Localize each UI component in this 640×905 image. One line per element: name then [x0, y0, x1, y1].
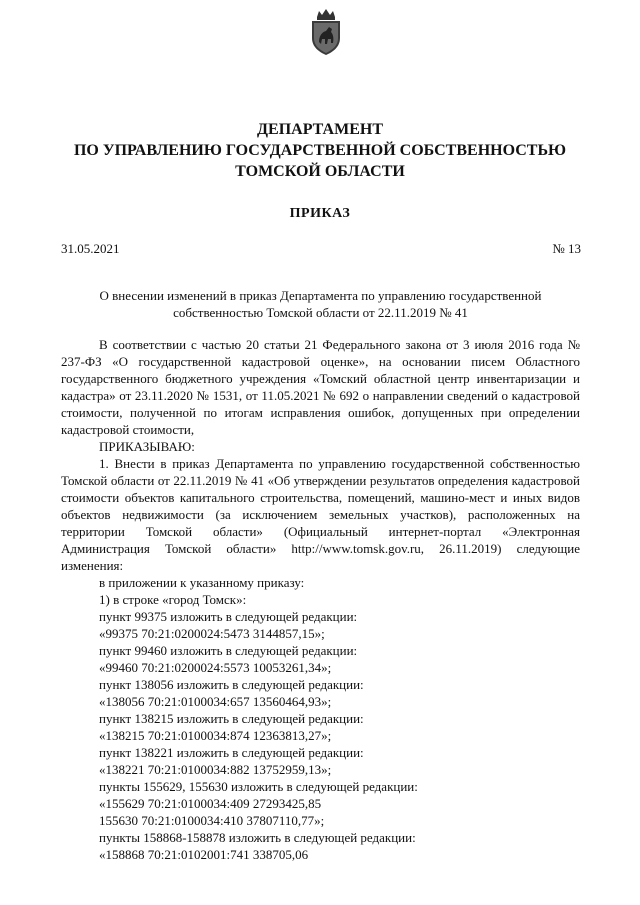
header-line-1: ДЕПАРТАМЕНТ: [257, 121, 383, 138]
annex-line: в приложении к указанному приказу:: [99, 575, 305, 590]
header-line-3: ТОМСКОЙ ОБЛАСТИ: [235, 163, 405, 180]
document-type-title: ПРИКАЗ: [289, 206, 351, 221]
text-line: «138056 70:21:0100034:657 13560464,93»;: [99, 694, 332, 709]
department-header: [0, 119, 640, 182]
order-number: № 13: [552, 241, 581, 256]
sub-item-1: 1) в строке «город Томск»:: [99, 592, 247, 607]
text-line: пункты 155629, 155630 изложить в следующей редакции:: [99, 779, 418, 794]
text-line: «138215 70:21:0100034:874 12363813,27»;: [99, 728, 332, 743]
order-word: ПРИКАЗЫВАЮ:: [99, 439, 195, 454]
text-line: пункт 138056 изложить в следующей редакции:: [99, 677, 364, 692]
text-line: пункт 138215 изложить в следующей редакции:: [99, 711, 364, 726]
tomsk-oblast-emblem-icon: [307, 8, 345, 56]
text-line: «99375 70:21:0200024:5473 3144857,15»;: [99, 626, 325, 641]
text-line: пункт 99460 изложить в следующей редакции:: [99, 643, 358, 658]
text-line: 155630 70:21:0100034:410 37807110,77»;: [99, 813, 325, 828]
order-date: 31.05.2021: [61, 241, 120, 256]
order-subject: О внесении изменений в приказ Департамента по управлению государственной собственностью Томской области от 22.11.2019 № 41: [99, 288, 542, 320]
order-body: [61, 336, 580, 863]
text-line: «138221 70:21:0100034:882 13752959,13»;: [99, 762, 332, 777]
header-line-2: ПО УПРАВЛЕНИЮ ГОСУДАРСТВЕННОЙ СОБСТВЕННОСТЬЮ: [73, 142, 567, 159]
item-1-paragraph: 1. Внести в приказ Департамента по управлению государственной собственностью Томской области от 22.11.2019 № 41 «Об утверждении результатов определения кадастровой стоимости объектов капитального строительства, помещений, машино-мест и иных видов объектов недвижимости (за исключением земельных участков), расположенных на территории Томской области» (Официальный интернет-портал «Электронная Администрация Томской области» http://www.tomsk.gov.ru, 26.11.2019) следующие изменения:: [61, 456, 580, 573]
text-line: «99460 70:21:0200024:5573 10053261,34»;: [99, 660, 332, 675]
text-line: пункты 158868-158878 изложить в следующей редакции:: [99, 830, 416, 845]
preamble-paragraph: В соответствии с частью 20 статьи 21 Федерального закона от 3 июля 2016 года № 237-ФЗ «О государственной кадастровой оценке», на основании писем Областного государственного бюджетного учреждения «Томский областной центр инвентаризации и кадастра» от 23.11.2020 № 1531, от 11.05.2021 № 692 о направлении сведений о кадастровой стоимости, полученной по итогам исправления ошибок, допущенных при определении кадастровой стоимости,: [61, 337, 580, 437]
text-line: пункт 99375 изложить в следующей редакции:: [99, 609, 358, 624]
text-line: пункт 138221 изложить в следующей редакции:: [99, 745, 364, 760]
text-line: «158868 70:21:0102001:741 338705,06: [99, 847, 309, 862]
text-line: «155629 70:21:0100034:409 27293425,85: [99, 796, 322, 811]
